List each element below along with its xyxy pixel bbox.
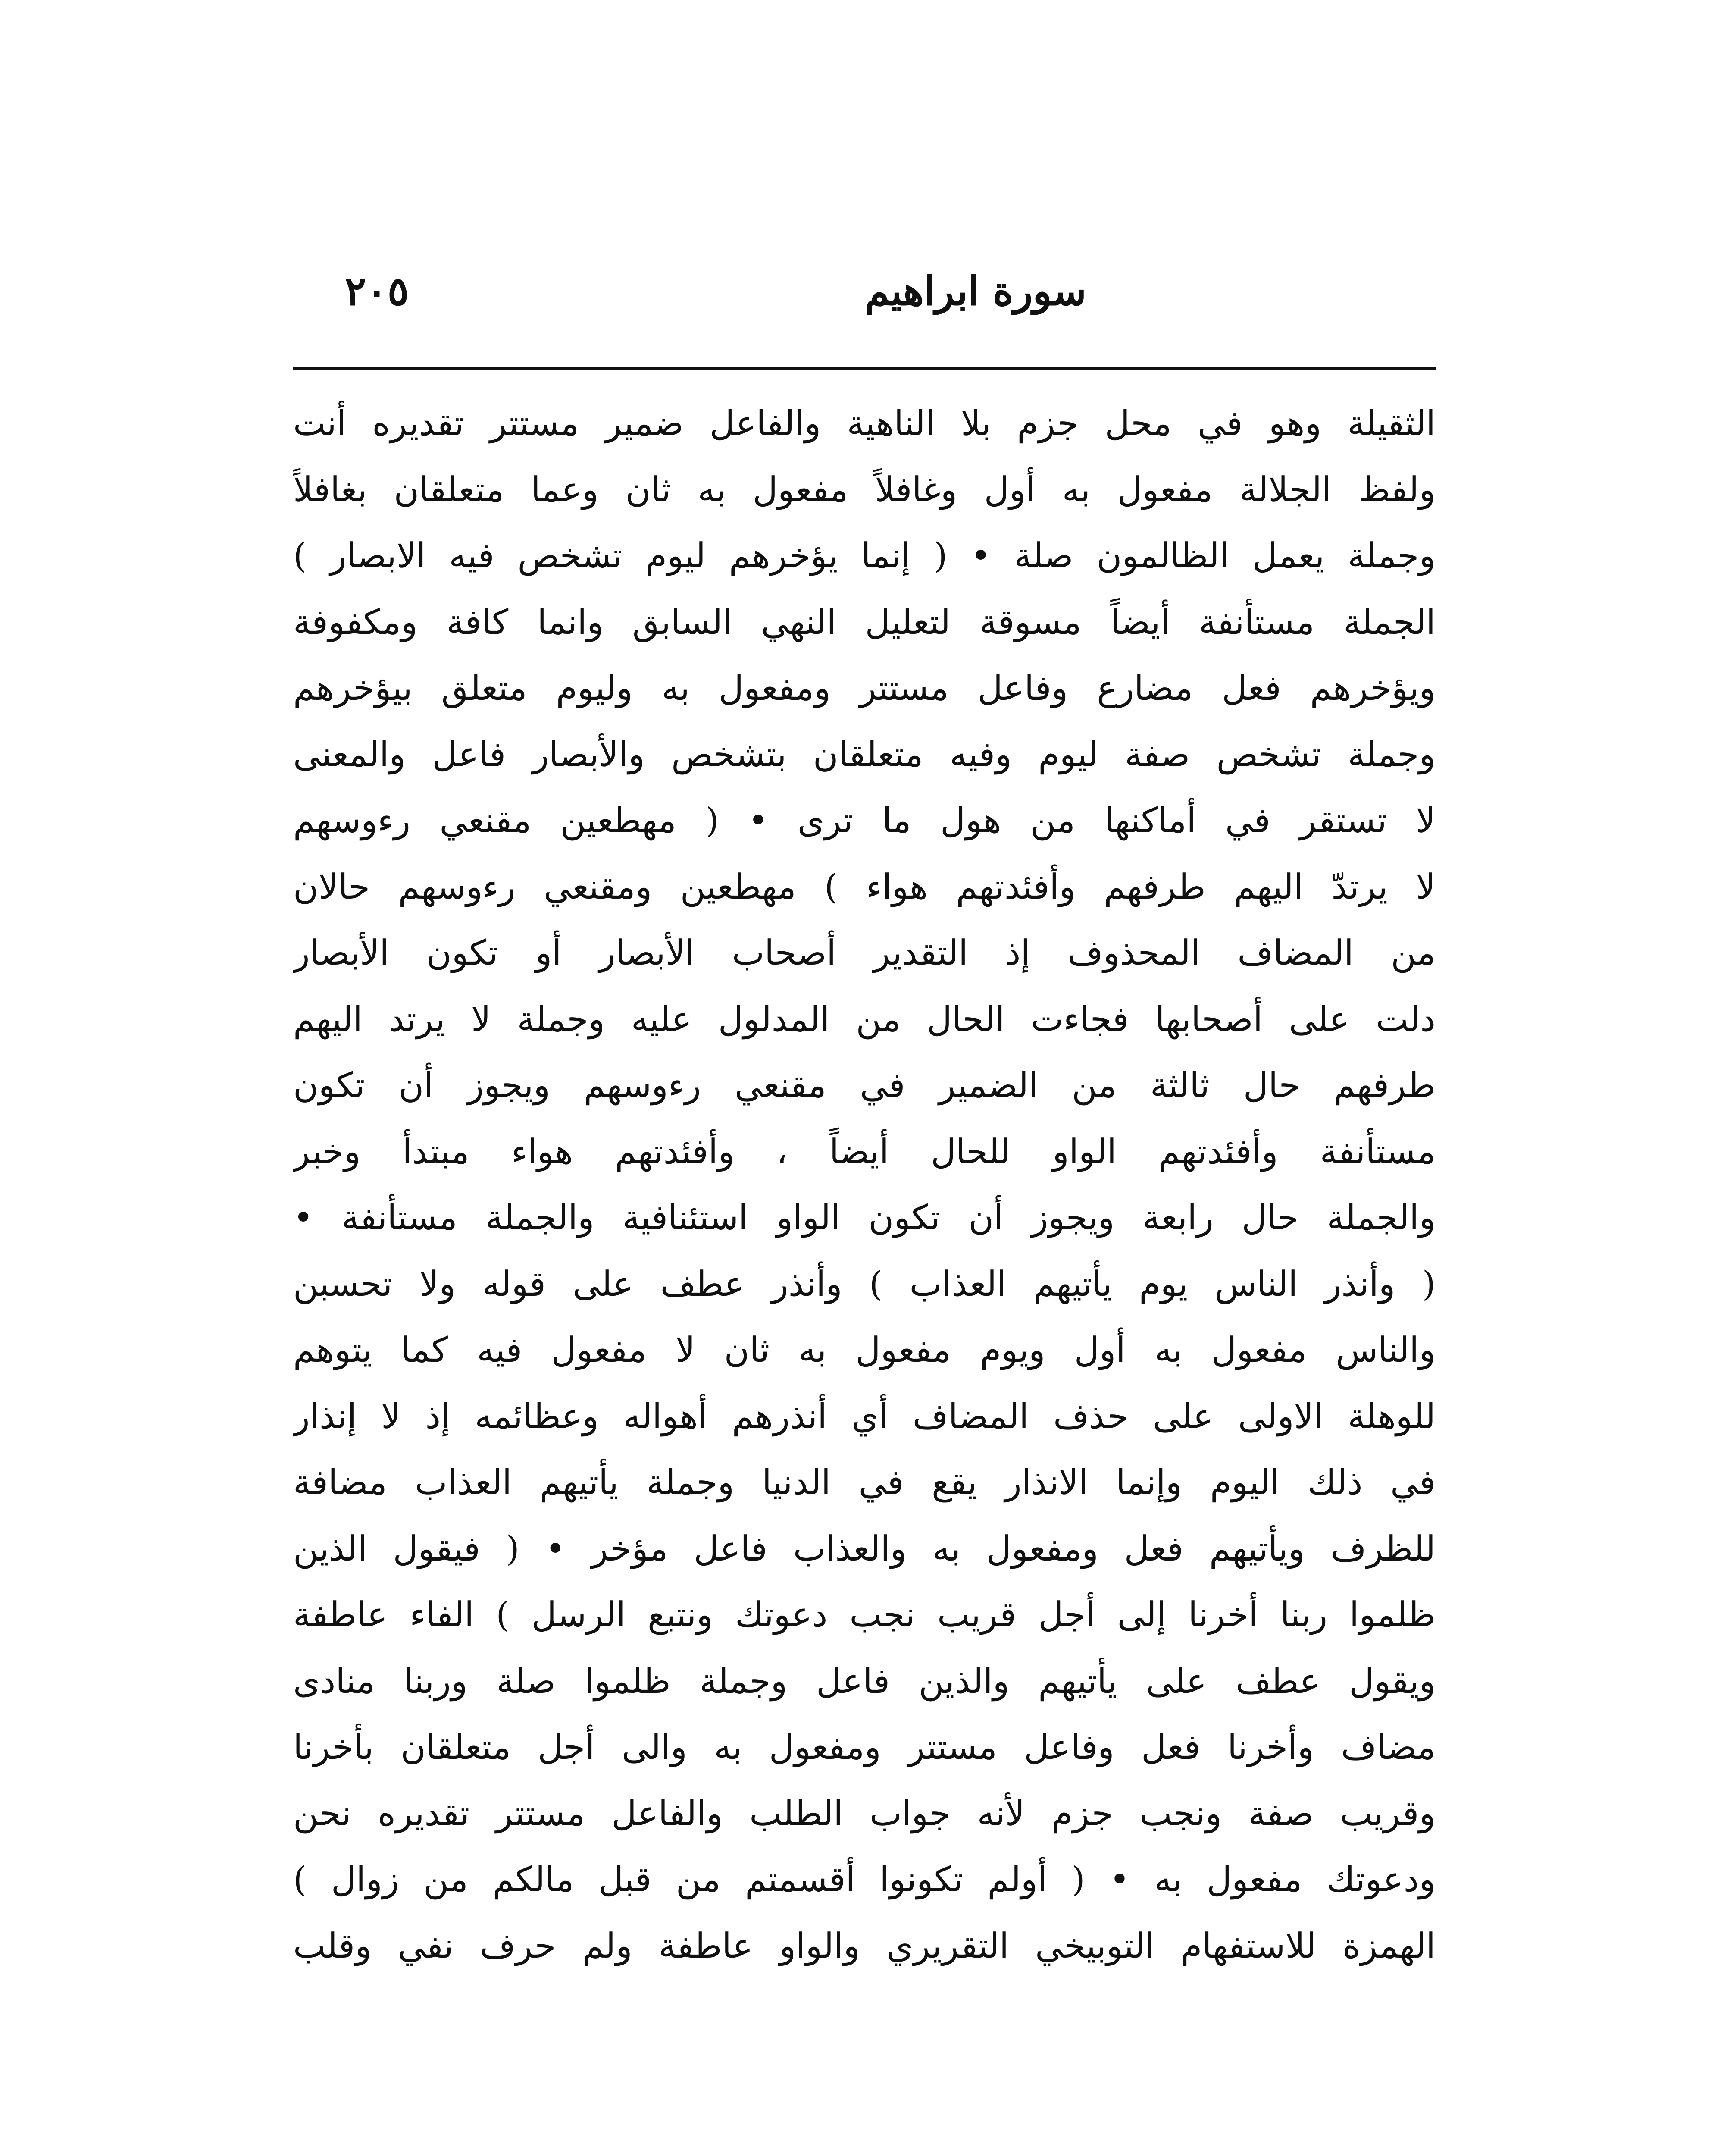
- body-text: [293, 390, 1436, 1979]
- text-line: ولفظ الجلالة مفعول به أول وغافلاً مفعول به ثان وعما متعلقان بغافلاً: [293, 469, 1436, 510]
- surah-title: سورة ابراهيم: [864, 268, 1086, 314]
- text-line: وجملة يعمل الظالمون صلة • ( إنما يؤخرهم ليوم تشخص فيه الابصار ): [293, 536, 1436, 576]
- text-line: مضاف وأخرنا فعل وفاعل مستتر ومفعول به والى أجل متعلقان بأخرنا: [293, 1727, 1436, 1767]
- text-line: دلت على أصحابها فجاءت الحال من المدلول عليه وجملة لا يرتد اليهم: [293, 999, 1436, 1039]
- text-line: الثقيلة وهو في محل جزم بلا الناهية والفاعل ضمير مستتر تقديره أنت: [293, 403, 1436, 443]
- text-line: طرفهم حال ثالثة من الضمير في مقنعي رءوسهم ويجوز أن تكون: [293, 1065, 1436, 1105]
- text-line: ويؤخرهم فعل مضارع وفاعل مستتر ومفعول به وليوم متعلق بيؤخرهم: [293, 668, 1436, 708]
- text-line: مستأنفة وأفئدتهم الواو للحال أيضاً ، وأفئدتهم هواء مبتدأ وخبر: [293, 1131, 1436, 1172]
- text-line: والجملة حال رابعة ويجوز أن تكون الواو استئنافية والجملة مستأنفة •: [293, 1197, 1436, 1238]
- text-line: ويقول عطف على يأتيهم والذين فاعل وجملة ظلموا صلة وربنا منادى: [293, 1661, 1436, 1701]
- page-number: ٢٠٥: [345, 268, 409, 314]
- text-line: ( وأنذر الناس يوم يأتيهم العذاب ) وأنذر عطف على قوله ولا تحسبن: [293, 1263, 1436, 1304]
- header-divider: [293, 367, 1436, 370]
- text-line: ظلموا ربنا أخرنا إلى أجل قريب نجب دعوتك ونتبع الرسل ) الفاء عاطفة: [293, 1595, 1436, 1635]
- text-line: للظرف ويأتيهم فعل ومفعول به والعذاب فاعل مؤخر • ( فيقول الذين: [293, 1528, 1436, 1569]
- text-line: والناس مفعول به أول ويوم مفعول به ثان لا مفعول فيه كما يتوهم: [293, 1330, 1436, 1370]
- text-line: ودعوتك مفعول به • ( أولم تكونوا أقسمتم من قبل مالكم من زوال ): [293, 1859, 1436, 1899]
- text-line: وقريب صفة ونجب جزم لأنه جواب الطلب والفاعل مستتر تقديره نحن: [293, 1793, 1436, 1833]
- text-line: لا يرتدّ اليهم طرفهم وأفئدتهم هواء ) مهطعين ومقنعي رءوسهم حالان: [293, 866, 1436, 907]
- text-line: من المضاف المحذوف إذ التقدير أصحاب الأبصار أو تكون الأبصار: [293, 933, 1436, 973]
- text-line: للوهلة الاولى على حذف المضاف أي أنذرهم أهواله وعظائمه إذ لا إنذار: [293, 1396, 1436, 1436]
- page-header: [293, 259, 1436, 323]
- text-line: وجملة تشخص صفة ليوم وفيه متعلقان بتشخص والأبصار فاعل والمعنى: [293, 734, 1436, 774]
- text-line: لا تستقر في أماكنها من هول ما ترى • ( مهطعين مقنعي رءوسهم: [293, 800, 1436, 840]
- text-line: الهمزة للاستفهام التوبيخي التقريري والواو عاطفة ولم حرف نفي وقلب: [293, 1925, 1436, 1966]
- text-line: في ذلك اليوم وإنما الانذار يقع في الدنيا وجملة يأتيهم العذاب مضافة: [293, 1462, 1436, 1502]
- text-line: الجملة مستأنفة أيضاً مسوقة لتعليل النهي السابق وانما كافة ومكفوفة: [293, 602, 1436, 642]
